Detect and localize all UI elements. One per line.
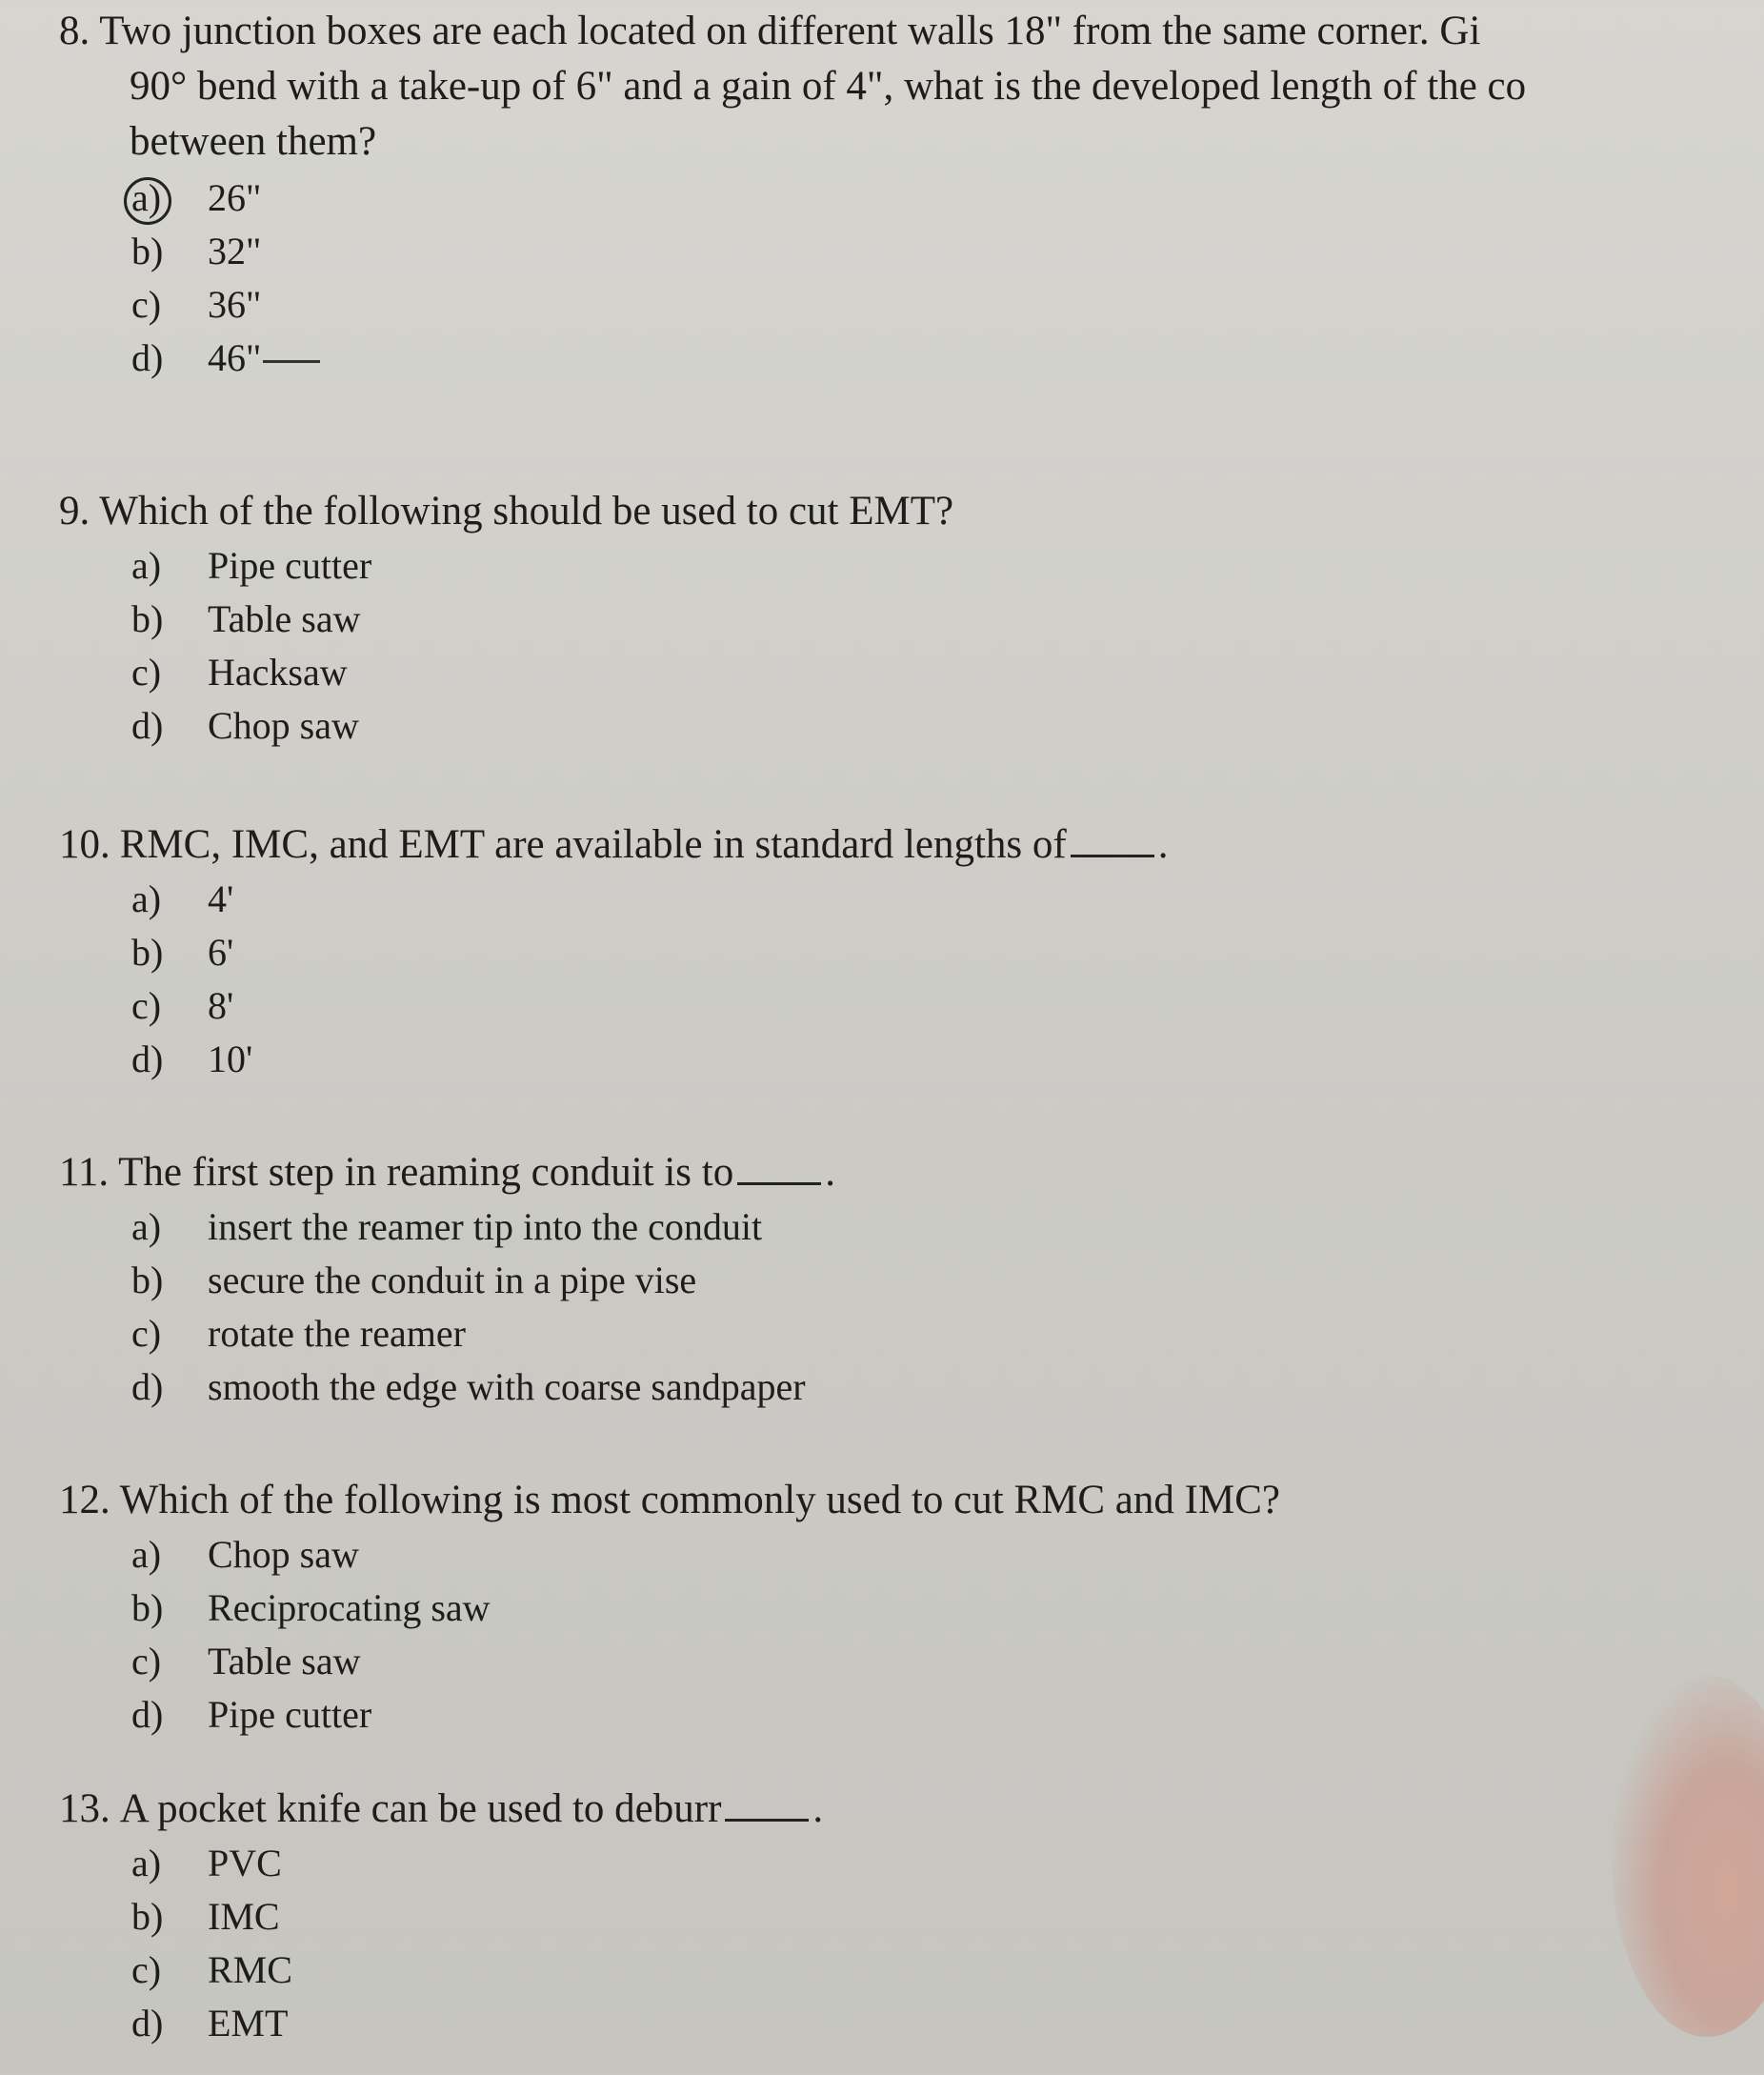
- option-letter: c): [131, 1640, 162, 1682]
- answer-blank[interactable]: [1071, 826, 1154, 857]
- question-9-option-b[interactable]: [131, 593, 1754, 646]
- question-10-text: RMC, IMC, and EMT are available in standard lengths of: [119, 822, 1067, 867]
- option-text: Table saw: [208, 597, 361, 640]
- question-10-option-b[interactable]: [131, 926, 1754, 979]
- strike-through-mark: [263, 360, 320, 363]
- question-10-option-d[interactable]: [131, 1033, 1754, 1086]
- option-text: Reciprocating saw: [208, 1586, 491, 1629]
- option-text: 26": [208, 176, 262, 219]
- option-text: IMC: [208, 1895, 280, 1938]
- question-8-line-3: between them?: [130, 119, 377, 164]
- option-text: Table saw: [208, 1640, 361, 1682]
- question-12: [59, 1473, 1754, 1742]
- option-letter: b): [131, 1895, 164, 1938]
- question-13-end: .: [812, 1786, 824, 1831]
- option-letter: d): [131, 1693, 164, 1736]
- option-text: PVC: [208, 1842, 282, 1884]
- answer-blank[interactable]: [737, 1154, 821, 1185]
- question-13-options: [131, 1837, 1754, 2050]
- option-letter: a): [131, 176, 162, 219]
- question-8-options: [131, 171, 1754, 385]
- answer-blank[interactable]: [725, 1790, 809, 1822]
- question-13-number: 13.: [59, 1786, 110, 1831]
- question-10-option-c[interactable]: [131, 979, 1754, 1033]
- option-letter: c): [131, 984, 162, 1027]
- option-letter: b): [131, 1586, 164, 1629]
- question-8-option-c[interactable]: [131, 278, 1754, 332]
- option-letter: a): [131, 877, 162, 920]
- option-text: smooth the edge with coarse sandpaper: [208, 1365, 806, 1408]
- question-10-options: [131, 873, 1754, 1086]
- option-letter: c): [131, 1948, 162, 1991]
- question-12-options: [131, 1528, 1754, 1742]
- question-13-option-b[interactable]: [131, 1890, 1754, 1944]
- question-10-number: 10.: [59, 822, 110, 867]
- question-13-option-c[interactable]: [131, 1944, 1754, 1997]
- option-letter: a): [131, 544, 162, 587]
- question-10-option-a[interactable]: [131, 873, 1754, 926]
- option-letter: c): [131, 651, 162, 694]
- option-letter: d): [131, 336, 164, 379]
- option-letter: a): [131, 1205, 162, 1248]
- question-13-option-d[interactable]: [131, 1997, 1754, 2050]
- option-text: rotate the reamer: [208, 1312, 466, 1355]
- option-letter: d): [131, 704, 164, 747]
- question-8-line-1: [59, 4, 1754, 59]
- question-11-option-d[interactable]: [131, 1360, 1754, 1414]
- question-12-text: Which of the following is most commonly used to cut RMC and IMC?: [119, 1478, 1280, 1522]
- option-text: 46": [208, 336, 262, 379]
- option-letter: d): [131, 2002, 164, 2045]
- question-8-text-1: Two junction boxes are each located on different walls 18" from the same corner. Gi: [99, 9, 1481, 53]
- option-text: Hacksaw: [208, 651, 348, 694]
- question-9-option-a[interactable]: [131, 539, 1754, 593]
- option-letter: c): [131, 1312, 162, 1355]
- question-12-option-a[interactable]: [131, 1528, 1754, 1581]
- question-10-line-1: [59, 817, 1754, 873]
- option-text: 6': [208, 931, 234, 974]
- option-letter: a): [131, 1533, 162, 1576]
- question-11-text: The first step in reaming conduit is to: [118, 1150, 734, 1195]
- question-9-number: 9.: [59, 489, 90, 534]
- option-letter: d): [131, 1038, 164, 1080]
- question-11-number: 11.: [59, 1150, 110, 1195]
- question-13-text: A pocket knife can be used to deburr: [119, 1786, 722, 1831]
- question-8: [59, 4, 1754, 385]
- option-text: insert the reamer tip into the conduit: [208, 1205, 763, 1248]
- option-text: 36": [208, 283, 262, 326]
- question-11-end: .: [825, 1150, 835, 1195]
- option-letter: b): [131, 597, 164, 640]
- question-9-option-c[interactable]: [131, 646, 1754, 699]
- question-12-option-c[interactable]: [131, 1635, 1754, 1688]
- option-text: Chop saw: [208, 704, 359, 747]
- question-10-end: .: [1157, 822, 1169, 867]
- option-letter: a): [131, 1842, 162, 1884]
- question-11-option-b[interactable]: [131, 1254, 1754, 1307]
- question-11-option-a[interactable]: [131, 1200, 1754, 1254]
- question-12-option-b[interactable]: [131, 1581, 1754, 1635]
- option-letter: b): [131, 931, 164, 974]
- question-8-option-d[interactable]: [131, 332, 1754, 385]
- question-13: [59, 1782, 1754, 2050]
- option-text: Pipe cutter: [208, 544, 372, 587]
- question-13-line-1: [59, 1782, 1754, 1837]
- option-text: Pipe cutter: [208, 1693, 372, 1736]
- question-8-option-b[interactable]: [131, 225, 1754, 278]
- question-13-option-a[interactable]: [131, 1837, 1754, 1890]
- question-11-option-c[interactable]: [131, 1307, 1754, 1360]
- question-9-line-1: [59, 484, 1754, 539]
- option-letter: b): [131, 230, 164, 272]
- answer-circle-mark: [124, 177, 171, 225]
- question-8-line-2: 90° bend with a take-up of 6" and a gain of 4", what is the developed length of the co: [130, 64, 1527, 109]
- option-letter: d): [131, 1365, 164, 1408]
- option-text: Chop saw: [208, 1533, 359, 1576]
- option-text: 10': [208, 1038, 253, 1080]
- option-text: 8': [208, 984, 234, 1027]
- option-text: 4': [208, 877, 234, 920]
- question-10: [59, 817, 1754, 1086]
- question-9: [59, 484, 1754, 753]
- option-text: 32": [208, 230, 262, 272]
- question-11-line-1: [59, 1145, 1754, 1200]
- question-11: [59, 1145, 1754, 1414]
- question-8-number: 8.: [59, 9, 90, 53]
- option-letter: b): [131, 1259, 164, 1301]
- question-11-options: [131, 1200, 1754, 1414]
- option-letter: c): [131, 283, 162, 326]
- option-text: EMT: [208, 2002, 289, 2045]
- question-9-text: Which of the following should be used to cut EMT?: [99, 489, 954, 534]
- question-12-option-d[interactable]: [131, 1688, 1754, 1742]
- option-text: RMC: [208, 1948, 292, 1991]
- question-8-option-a[interactable]: [131, 171, 1754, 225]
- question-9-options: [131, 539, 1754, 753]
- question-12-number: 12.: [59, 1478, 110, 1522]
- question-9-option-d[interactable]: [131, 699, 1754, 753]
- question-12-line-1: [59, 1473, 1754, 1528]
- option-text: secure the conduit in a pipe vise: [208, 1259, 697, 1301]
